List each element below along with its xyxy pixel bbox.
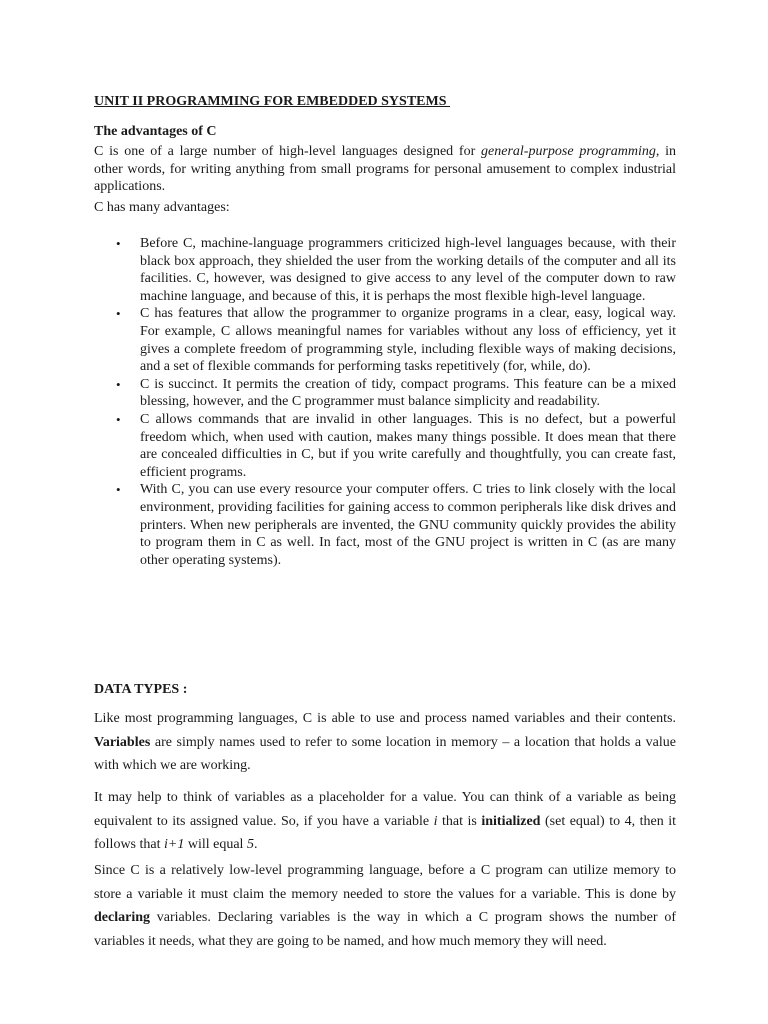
paragraph-text: Like most programming languages, C is able to use and process named variables and their contents.: [94, 711, 676, 726]
list-item: [94, 305, 676, 375]
bullet-icon: •: [116, 482, 121, 498]
unit-title: UNIT II PROGRAMMING FOR EMBEDDED SYSTEMS: [94, 94, 450, 109]
list-item: [94, 481, 676, 569]
intro-text-2: , in other words, for writing anything from small programs for personal amusement to complex industrial applications.: [94, 144, 677, 195]
term-declaring: declaring: [94, 910, 150, 925]
expression-i-plus-1: i+1: [164, 837, 185, 852]
advantages-list: [94, 235, 676, 569]
has-advantages-line: C has many advantages:: [94, 200, 230, 215]
paragraph-text: (set equal) to 4, then it follows that: [94, 813, 676, 852]
paragraph-text: variables. Declaring variables is the way in which a C program shows the number of variables it needs, what they are going to be named, and how much memory they will need.: [94, 910, 676, 949]
intro-paragraph: [94, 143, 676, 196]
data-types-heading: DATA TYPES :: [94, 682, 188, 697]
paragraph-text: Since C is a relatively low-level programming language, before a C program can utilize memory to store a variable it must claim the memory needed to store the values for a variable. This is done by: [94, 863, 676, 902]
bullet-icon: •: [116, 376, 121, 392]
data-types-paragraph-1: [94, 707, 676, 778]
term-initialized: initialized: [481, 813, 541, 829]
paragraph-text: It may help to think of variables as a placeholder for a value. You can think of a variable as being equivalent to its assigned value. So, if you have a variable: [94, 790, 676, 829]
list-item-text: C is succinct. It permits the creation of tidy, compact programs. This feature can be a mixed blessing, however, and the C programmer must balance simplicity and readability.: [140, 376, 676, 410]
term-variables: Variables: [94, 734, 151, 750]
list-item-text: C allows commands that are invalid in other languages. This is no defect, but a powerful freedom which, when used with caution, makes many things possible. It does mean that there are concealed difficulties in C, but if you write carefully and thoughtfully, you can create fast, efficient programs.: [140, 411, 676, 480]
paragraph-text: that is: [437, 813, 482, 829]
variable-i: i: [433, 813, 438, 829]
paragraph-text: will equal: [184, 837, 247, 852]
paragraph-text: are simply names used to refer to some location in memory – a location that holds a value with which we are working.: [94, 734, 676, 773]
paragraph-text: .: [253, 837, 258, 852]
advantages-heading: The advantages of C: [94, 124, 217, 139]
data-types-paragraph-2: [94, 786, 676, 857]
bullet-icon: •: [116, 236, 121, 251]
list-item: [94, 235, 676, 305]
list-item-text: Before C, machine-language programmers criticized high-level languages because, with their black box approach, they shielded the user from the working details of the computer and all its facilities. C, however, was designed to give access to any level of the computer down to raw machine language, and because of this, it is perhaps the most flexible high-level language.: [140, 236, 676, 304]
intro-italic: general-purpose programming: [481, 144, 656, 159]
bullet-icon: •: [116, 411, 121, 427]
list-item-text: With C, you can use every resource your computer offers. C tries to link closely with the local environment, providing facilities for gaining access to common peripherals like disk drives and printers. When new peripherals are invented, the GNU community quickly provides the ability to program them in C as well. In fact, most of the GNU project is written in C (as are many other operating systems).: [140, 482, 676, 568]
result-value: 5: [246, 837, 254, 852]
bullet-icon: •: [116, 306, 121, 322]
intro-text-1: C is one of a large number of high-level languages designed for: [94, 144, 482, 159]
data-types-paragraph-3: [94, 859, 676, 953]
list-item: [94, 376, 676, 411]
list-item: [94, 411, 676, 481]
list-item-text: C has features that allow the programmer to organize programs in a clear, easy, logical way. For example, C allows meaningful names for variables without any loss of efficiency, yet it gives a complete freedom of programming style, including flexible ways of making decisions, and a set of flexible commands for performing tasks repetitively (for, while, do).: [140, 306, 676, 375]
